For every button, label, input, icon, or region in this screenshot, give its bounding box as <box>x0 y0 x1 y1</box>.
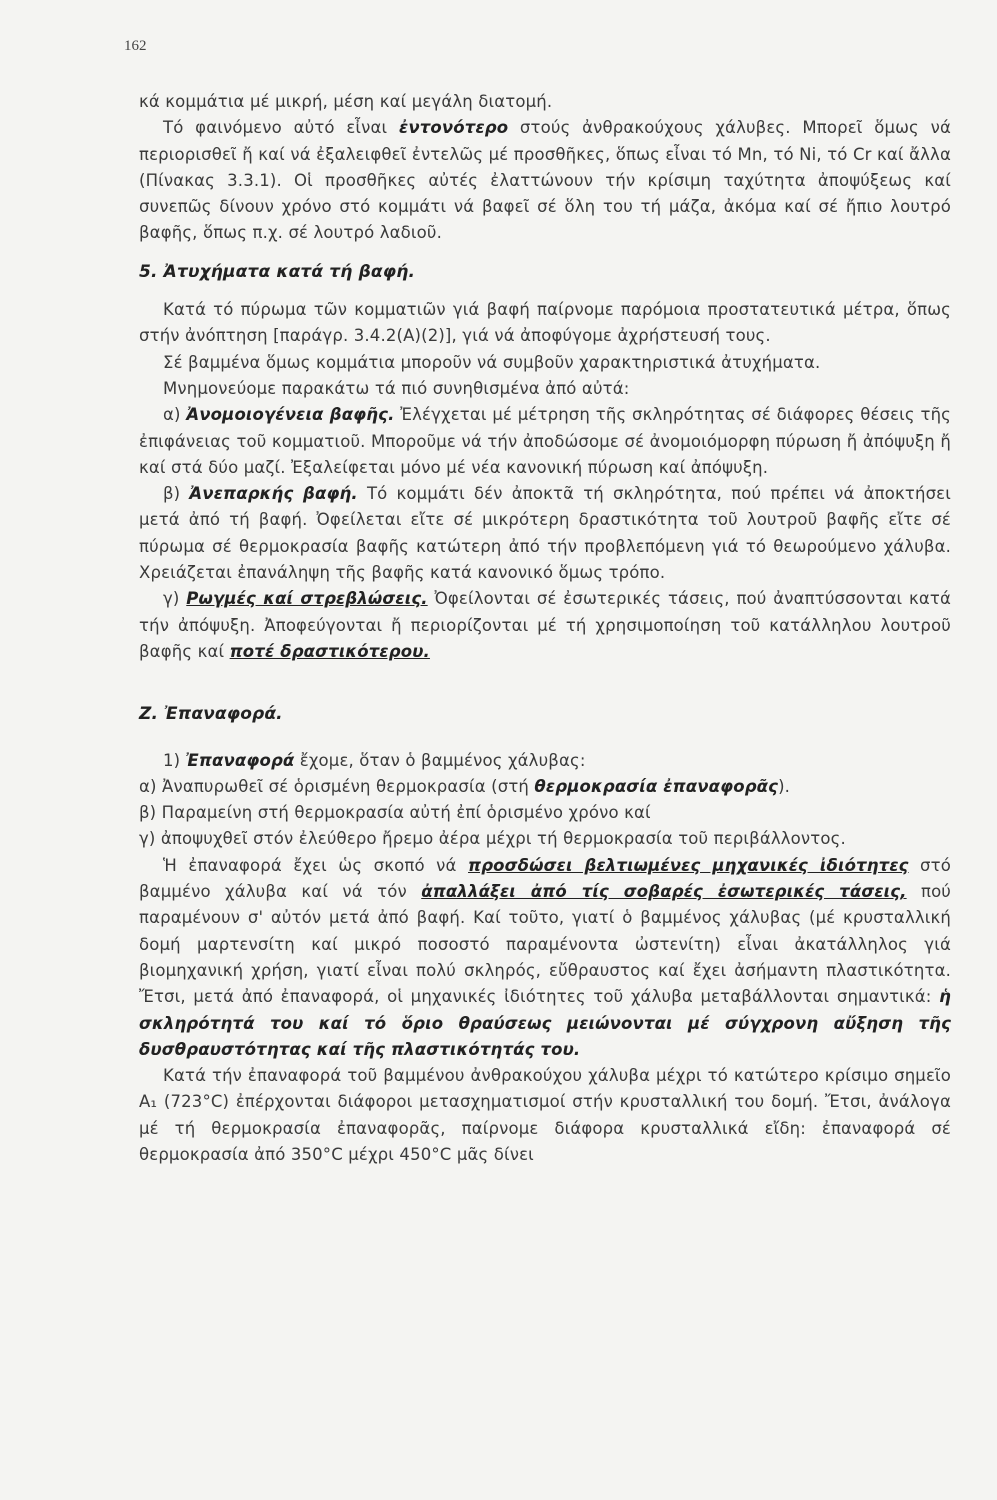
emphasis: ἡ σκληρότητά του καί τό ὅριο θραύσεως μειώνονται μέ σύγχρονη αὔξηση τῆς δυσθραυστότητας καί τῆς πλαστικότητάς του. <box>139 987 951 1059</box>
text-run: α) Ἀναπυρωθεῖ σέ ὁρισμένη θερμοκρασία (στή <box>139 776 535 796</box>
section-heading-z: Ζ. Ἐπαναφορά. <box>139 704 283 725</box>
list-term: Ἀνεπαρκής βαφή. <box>189 484 358 504</box>
list-item-a <box>139 402 951 481</box>
paragraph-list-intro: Μνημονεύομε παρακάτω τά πιό συνηθισμένα ἀπό αὐτά: <box>163 378 630 398</box>
paragraph-protection: Κατά τό πύρωμα τῶν κομματιῶν γιά βαφή παίρνομε παρόμοια προστατευτικά μέτρα, ὅπως στήν ἀνόπτηση [παράγρ. 3.4.2(Α)(2)], γιά νά ἀποφύγομε ἀχρήστευσή τους. <box>139 300 951 346</box>
page-body <box>139 89 951 1168</box>
list-text: Ἐλέγχεται μέ μέτρηση τῆς σκληρότητας σέ διάφορες θέσεις τῆς ἐπιφάνειας τοῦ κομματιοῦ. Μποροῦμε νά τήν ἀποδώσομε σέ ἀνομοιόμορφη πύρωση ἤ ἀπόψυξη ἤ καί στά δύο μαζί. Ἐξαλείφεται μόνο μέ νέα κανονική πύρωση καί ἀπόψυξη. <box>139 405 952 477</box>
emphasis: ἀπαλλάξει ἀπό τίς σοβαρές ἐσωτερικές τάσεις, <box>421 882 907 902</box>
list-label: α) <box>163 405 187 425</box>
paragraph-purpose <box>139 853 951 1063</box>
text-run: στούς ἀνθρακούχους χάλυβες. Μπορεῖ ὅμως νά περιορισθεῖ ἤ καί νά ἐξαλειφθεῖ ἐντελῶς μέ προσθῆκες, ὅπως εἶναι τό Mn, τό Ni, τό Cr καί ἄλλα (Πίνακας 3.3.1). Οἱ προσθῆκες αὐτές ἐλαττώνουν τήν κρίσιμη ταχύτητα ἀποψύξεως καί συνεπῶς δίνουν χρόνο στό κομμάτι νά βαφεῖ σέ ὅλη του τή μάζα, ἀκόμα καί σέ ἤπιο λουτρό βαφῆς, ὅπως π.χ. σέ λουτρό λαδιοῦ. <box>139 118 951 243</box>
list-label: β) <box>163 484 190 504</box>
list-term: Ἀνομοιογένεια βαφῆς. <box>186 405 395 425</box>
text-run: ). <box>778 776 791 796</box>
text-run: Ἡ ἐπαναφορά ἔχει ὡς σκοπό νά <box>163 855 469 875</box>
definition-item-c: γ) ἀποψυχθεῖ στόν ἐλεύθερο ἤρεμο ἀέρα μέχρι τή θερμοκρασία τοῦ περιβάλλοντος. <box>139 829 846 849</box>
paragraph-transformations: Κατά τήν ἐπαναφορά τοῦ βαμμένου ἀνθρακούχου χάλυβα μέχρι τό κατώτερο κρίσιμο σημεῖο Α₁ (723°C) ἐπέρχονται διάφοροι μετασχηματισμοί στήν κρυσταλλική του δομή. Ἔτσι, ἀνάλογα μέ τή θερμοκρασία ἐπαναφορᾶς, παίρνομε διάφορα κρυσταλλικά εἴδη: ἐπαναφορά σέ θερμοκρασία ἀπό 350°C μέχρι 450°C μᾶς δίνει <box>139 1066 951 1164</box>
emphasis: ποτέ δραστικότερου. <box>229 641 430 661</box>
list-term: Ρωγμές καί στρεβλώσεις. <box>186 589 428 609</box>
emphasis: προσδώσει βελτιωμένες μηχανικές ἰδιότητες <box>468 855 909 875</box>
text-run: πού παραμένουν σ' αὐτόν μετά ἀπό βαφή. Καί τοῦτο, γιατί ὁ βαμμένος χάλυβας (μέ κρυσταλλική δομή μαρτενσίτη καί μικρό ποσοστό παραμένοντα ὠστενίτη) εἶναι ἀκατάλληλος γιά βιομηχανική χρήση, γιατί εἶναι πολύ σκληρός, εὔθραυστος καί ἔχει ἀσήμαντη πλαστικότητα. Ἔτσι, μετά ἀπό ἐπαναφορά, οἱ μηχανικές ἰδιότητες τοῦ χάλυβα μεταβάλλονται σημαντικά: <box>139 882 952 1007</box>
text-run: στό βαμμένο χάλυβα καί νά τόν <box>139 855 951 902</box>
list-item-c <box>139 586 951 665</box>
definition-item-a <box>139 774 951 800</box>
emphasis: Ἐπαναφορά <box>185 750 295 770</box>
definition-item-1 <box>139 748 951 774</box>
text-run: 1) <box>163 750 186 770</box>
list-text: Τό κομμάτι δέν ἀποκτᾶ τή σκληρότητα, πού πρέπει νά ἀποκτήσει μετά ἀπό τή βαφή. Ὀφείλεται εἴτε σέ μικρότερη δραστικότητα τοῦ λουτροῦ βαφῆς εἴτε σέ πύρωμα σέ θερμοκρασία βαφῆς κατώτερη ἀπό τήν προβλεπόμενη γιά τό θεωρούμενο χάλυβα. Χρειάζεται ἐπανάληψη τῆς βαφῆς κατά κανονικό ὅμως τρόπο. <box>139 484 951 583</box>
list-item-b <box>139 481 951 586</box>
text-run: ἔχομε, ὅταν ὁ βαμμένος χάλυβας: <box>294 750 586 770</box>
emphasis: θερμοκρασία ἐπαναφορᾶς <box>534 776 779 796</box>
spacer <box>139 665 951 701</box>
paragraph-intro: κά κομμάτια μέ μικρή, μέση καί μεγάλη διατομή. <box>139 92 553 111</box>
list-text: Ὀφείλονται σέ ἐσωτερικές τάσεις, πού ἀναπτύσσονται κατά τήν ἀπόψυξη. Ἀποφεύγονται ἤ περιορίζονται μέ τή χρησιμοποίηση τοῦ κατάλληλου λουτροῦ βαφῆς καί <box>139 589 951 661</box>
page-number: 162 <box>124 38 147 54</box>
text-run: Τό φαινόμενο αὐτό εἶναι <box>163 118 399 138</box>
paragraph-phenomenon <box>139 115 951 246</box>
section-heading-5: 5. Ἀτυχήματα κατά τή βαφή. <box>139 261 416 282</box>
list-label: γ) <box>163 589 187 609</box>
definition-item-b: β) Παραμείνη στή θερμοκρασία αὐτή ἐπί ὁρισμένο χρόνο καί <box>139 803 651 823</box>
emphasis: ἐντονότερο <box>399 118 509 138</box>
paragraph-accidents: Σέ βαμμένα ὅμως κομμάτια μποροῦν νά συμβοῦν χαρακτηριστικά ἀτυχήματα. <box>163 352 821 372</box>
